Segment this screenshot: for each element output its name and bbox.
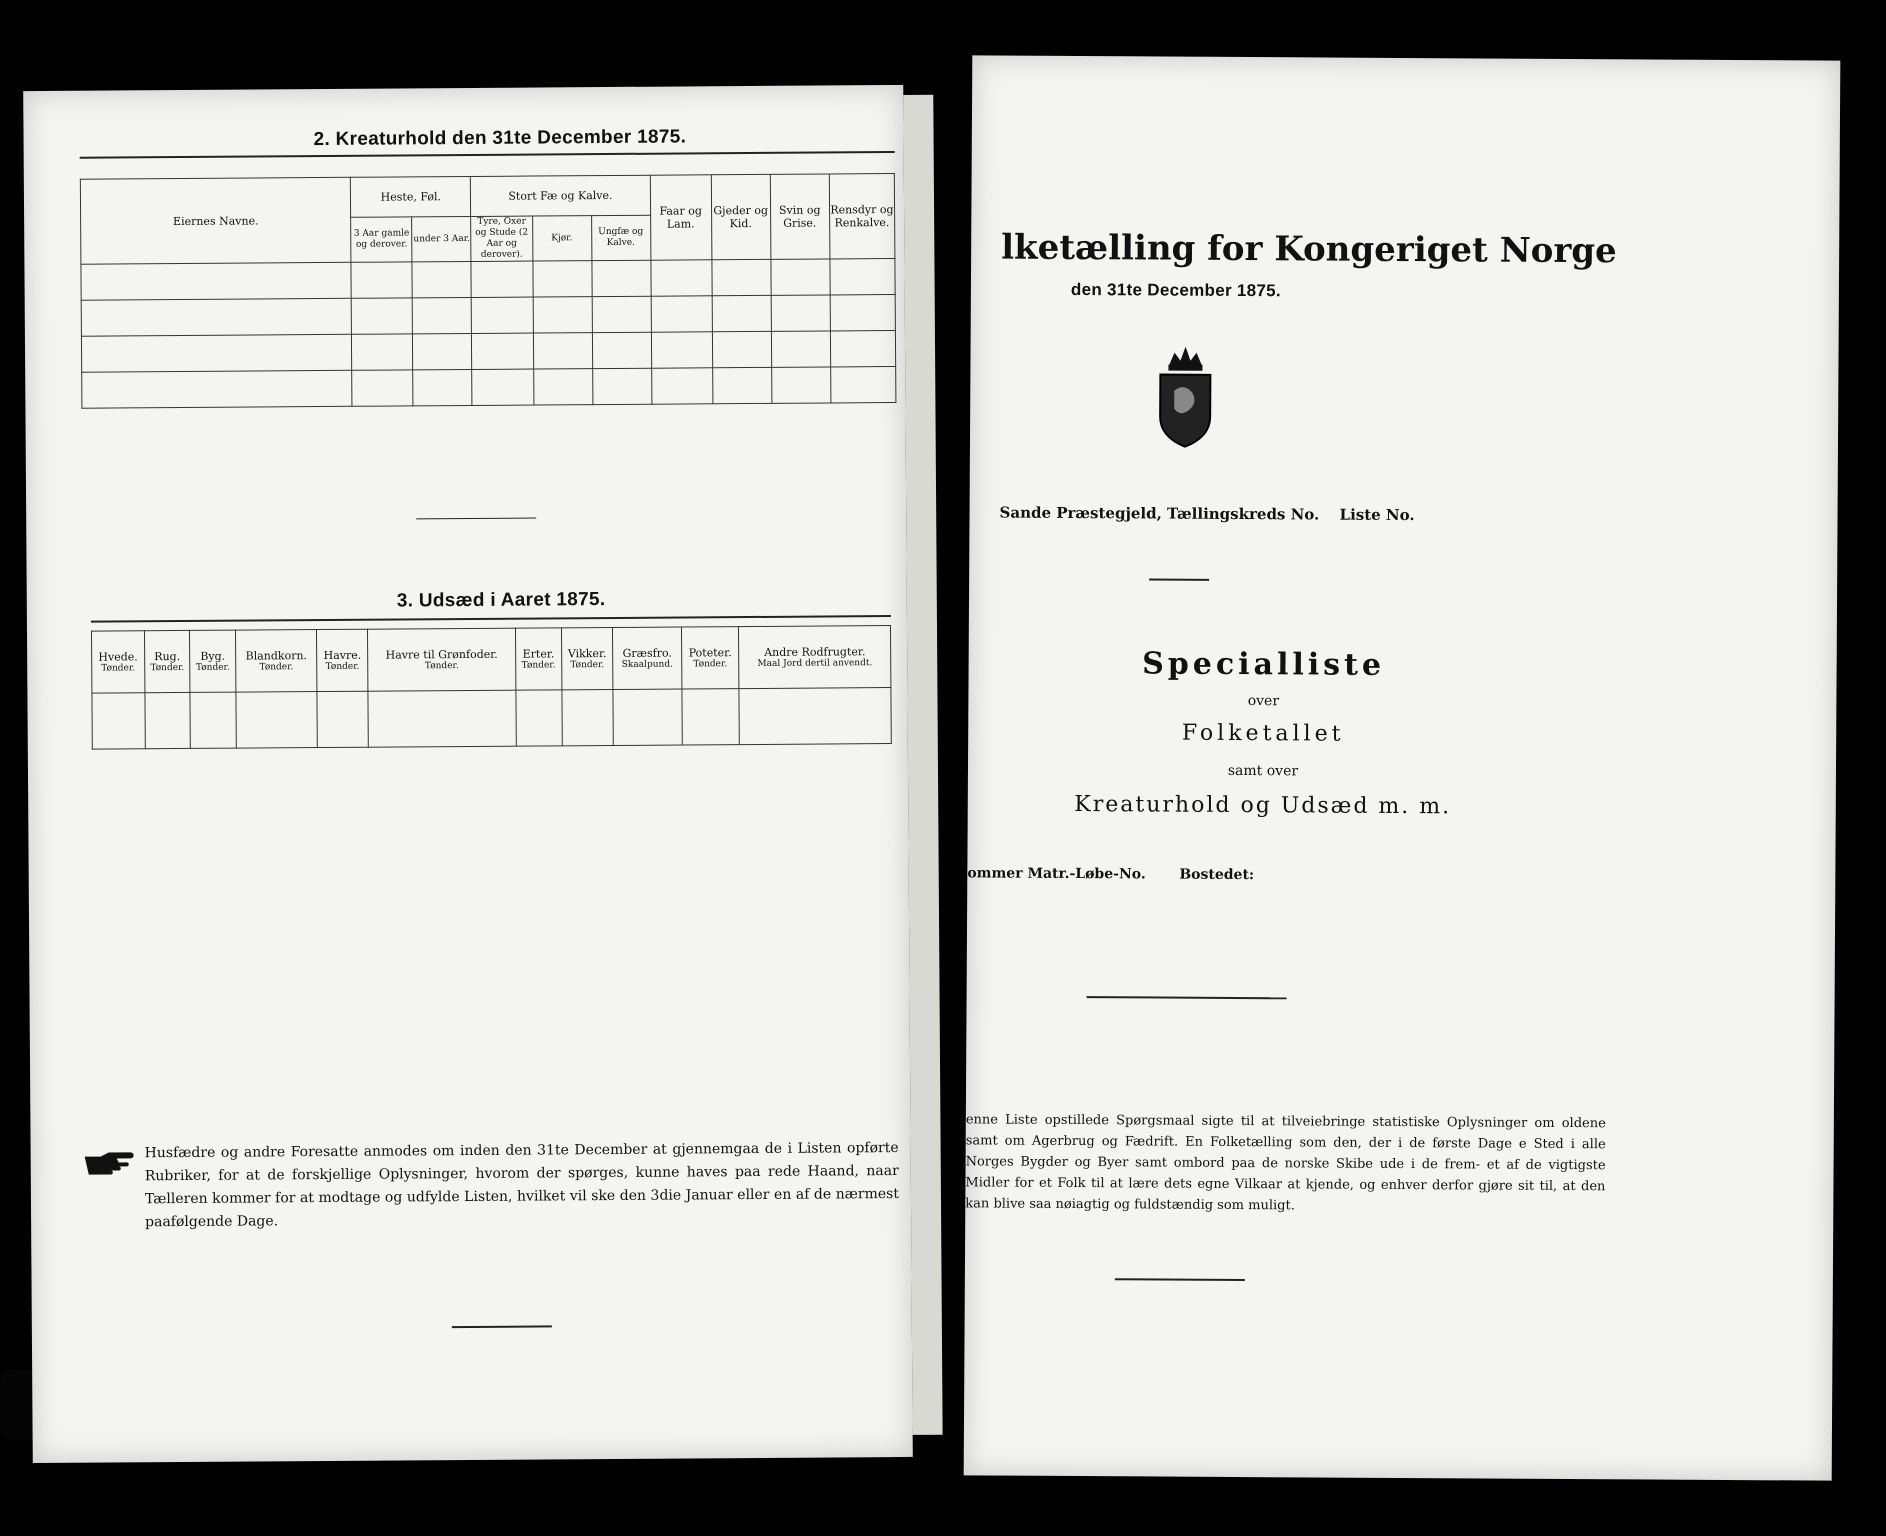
census-date: den 31te December 1875. (1070, 279, 1282, 301)
group-header-pigs: Svin og Grise. (770, 174, 830, 259)
group-header-reindeer: Rensdyr og Renkalve. (829, 174, 895, 259)
footnote-text: Husfædre og andre Foresatte anmodes om inden den 31te December at gjennemgaa de i Listen opførte Rubriker, for at de forskjellige Oplysninger, hvorom der spørges, kunne haves paa rede Haand, naar Tælleren kommer for at modtage og udfylde Listen, hvilket vil ske den 3die Januar eller en af de nærmest paafølgende Dage. (144, 1140, 899, 1231)
group-header-horses: Heste, Føl. (351, 176, 471, 217)
divider-1 (1149, 578, 1209, 580)
col-rug: Rug. Tønder. (144, 630, 190, 692)
folketallet-label: Folketallet (1181, 720, 1345, 747)
group-header-sheep: Faar og Lam. (650, 175, 712, 260)
sub-horses-under3: under 3 Aar. (412, 216, 471, 261)
kreaturhold-table (80, 173, 897, 409)
col-hvede: Hvede. Tønder. (91, 631, 144, 693)
sub-cattle-bulls: Tyre, Oxer og Stude (2 Aar og derover). (471, 216, 532, 261)
col-blandkorn: Blandkorn. Tønder. (235, 630, 317, 693)
bottom-divider (452, 1325, 552, 1328)
group-header-goats: Gjeder og Kid. (711, 174, 771, 259)
sub-cattle-young: Ungfæ og Kalve. (591, 215, 650, 260)
col-erter: Erter. Tønder. (516, 628, 562, 690)
col-havre-gronfoder: Havre til Grønfoder. Tønder. (368, 628, 516, 691)
table-row (81, 259, 895, 301)
col-poteter: Poteter. Tønder. (681, 627, 739, 689)
owner-header: Eiernes Navne. (80, 177, 351, 264)
section3-rule (91, 615, 891, 623)
specialliste-heading: Specialliste (1142, 646, 1386, 683)
mid-divider (416, 518, 536, 520)
census-title: lketælling for Kongeriget Norge (1001, 227, 1617, 272)
signature-line (1087, 996, 1287, 999)
col-havre: Havre. Tønder. (317, 629, 368, 691)
pointing-hand-icon (83, 1150, 135, 1176)
sub-cattle-cows: Kjør. (532, 216, 591, 261)
bottom-rule (1115, 1278, 1245, 1281)
section3-title: 3. Udsæd i Aaret 1875. (396, 589, 606, 612)
table-row (81, 295, 895, 337)
norway-coat-of-arms-icon (1150, 338, 1221, 448)
col-byg: Byg. Tønder. (190, 630, 236, 692)
liste-line: Liste No. (1339, 505, 1415, 525)
kreaturhold-label: Kreaturhold og Udsæd m. m. (1074, 791, 1452, 820)
samt-over-label: samt over (1227, 762, 1299, 780)
notice-text: enne Liste opstillede Spørgsmaal sigte til at tilveiebringe statistiske Oplysninger om oldene samt om Agerbrug og Fædrift. En Folketælling som den, der i de første Dage e Sted i alle Norges Bygder og Byer samt ombord paa de norske Skibe ude i de frem- et af de vigtigste Midler for et Folk til at lære dets egne Vilkaar at kjende, og enhver derfor gjøre sit til, at den kan blive saa nøiagtig og fuldstændig som muligt. (965, 1112, 1606, 1214)
udsaed-table (91, 625, 892, 750)
left-page (23, 85, 913, 1463)
sub-horses-3yr: 3 Aar gamle og derover. (351, 217, 412, 262)
table-row (82, 367, 896, 409)
group-header-cattle: Stort Fæ og Kalve. (471, 175, 650, 216)
section2-title: 2. Kreaturhold den 31te December 1875. (313, 126, 687, 151)
over-label: over (1247, 693, 1280, 710)
table-row (92, 688, 891, 750)
col-vikker: Vikker. Tønder. (561, 627, 613, 689)
matr-label: ommer Matr.-Løbe-No. (967, 865, 1146, 883)
col-andre-rodfrugter: Andre Rodfrugter. Maal Jord dertil anvendt. (739, 626, 891, 689)
top-rule (80, 151, 895, 159)
right-page (964, 55, 1841, 1480)
sogn-line: Sande Præstegjeld, Tællingskreds No. (999, 503, 1320, 524)
page-edge-strip (903, 95, 942, 1435)
table-row (81, 331, 895, 373)
col-graesfro: Græsfro. Skaalpund. (613, 627, 682, 689)
bostedet-label: Bostedet: (1179, 866, 1255, 884)
